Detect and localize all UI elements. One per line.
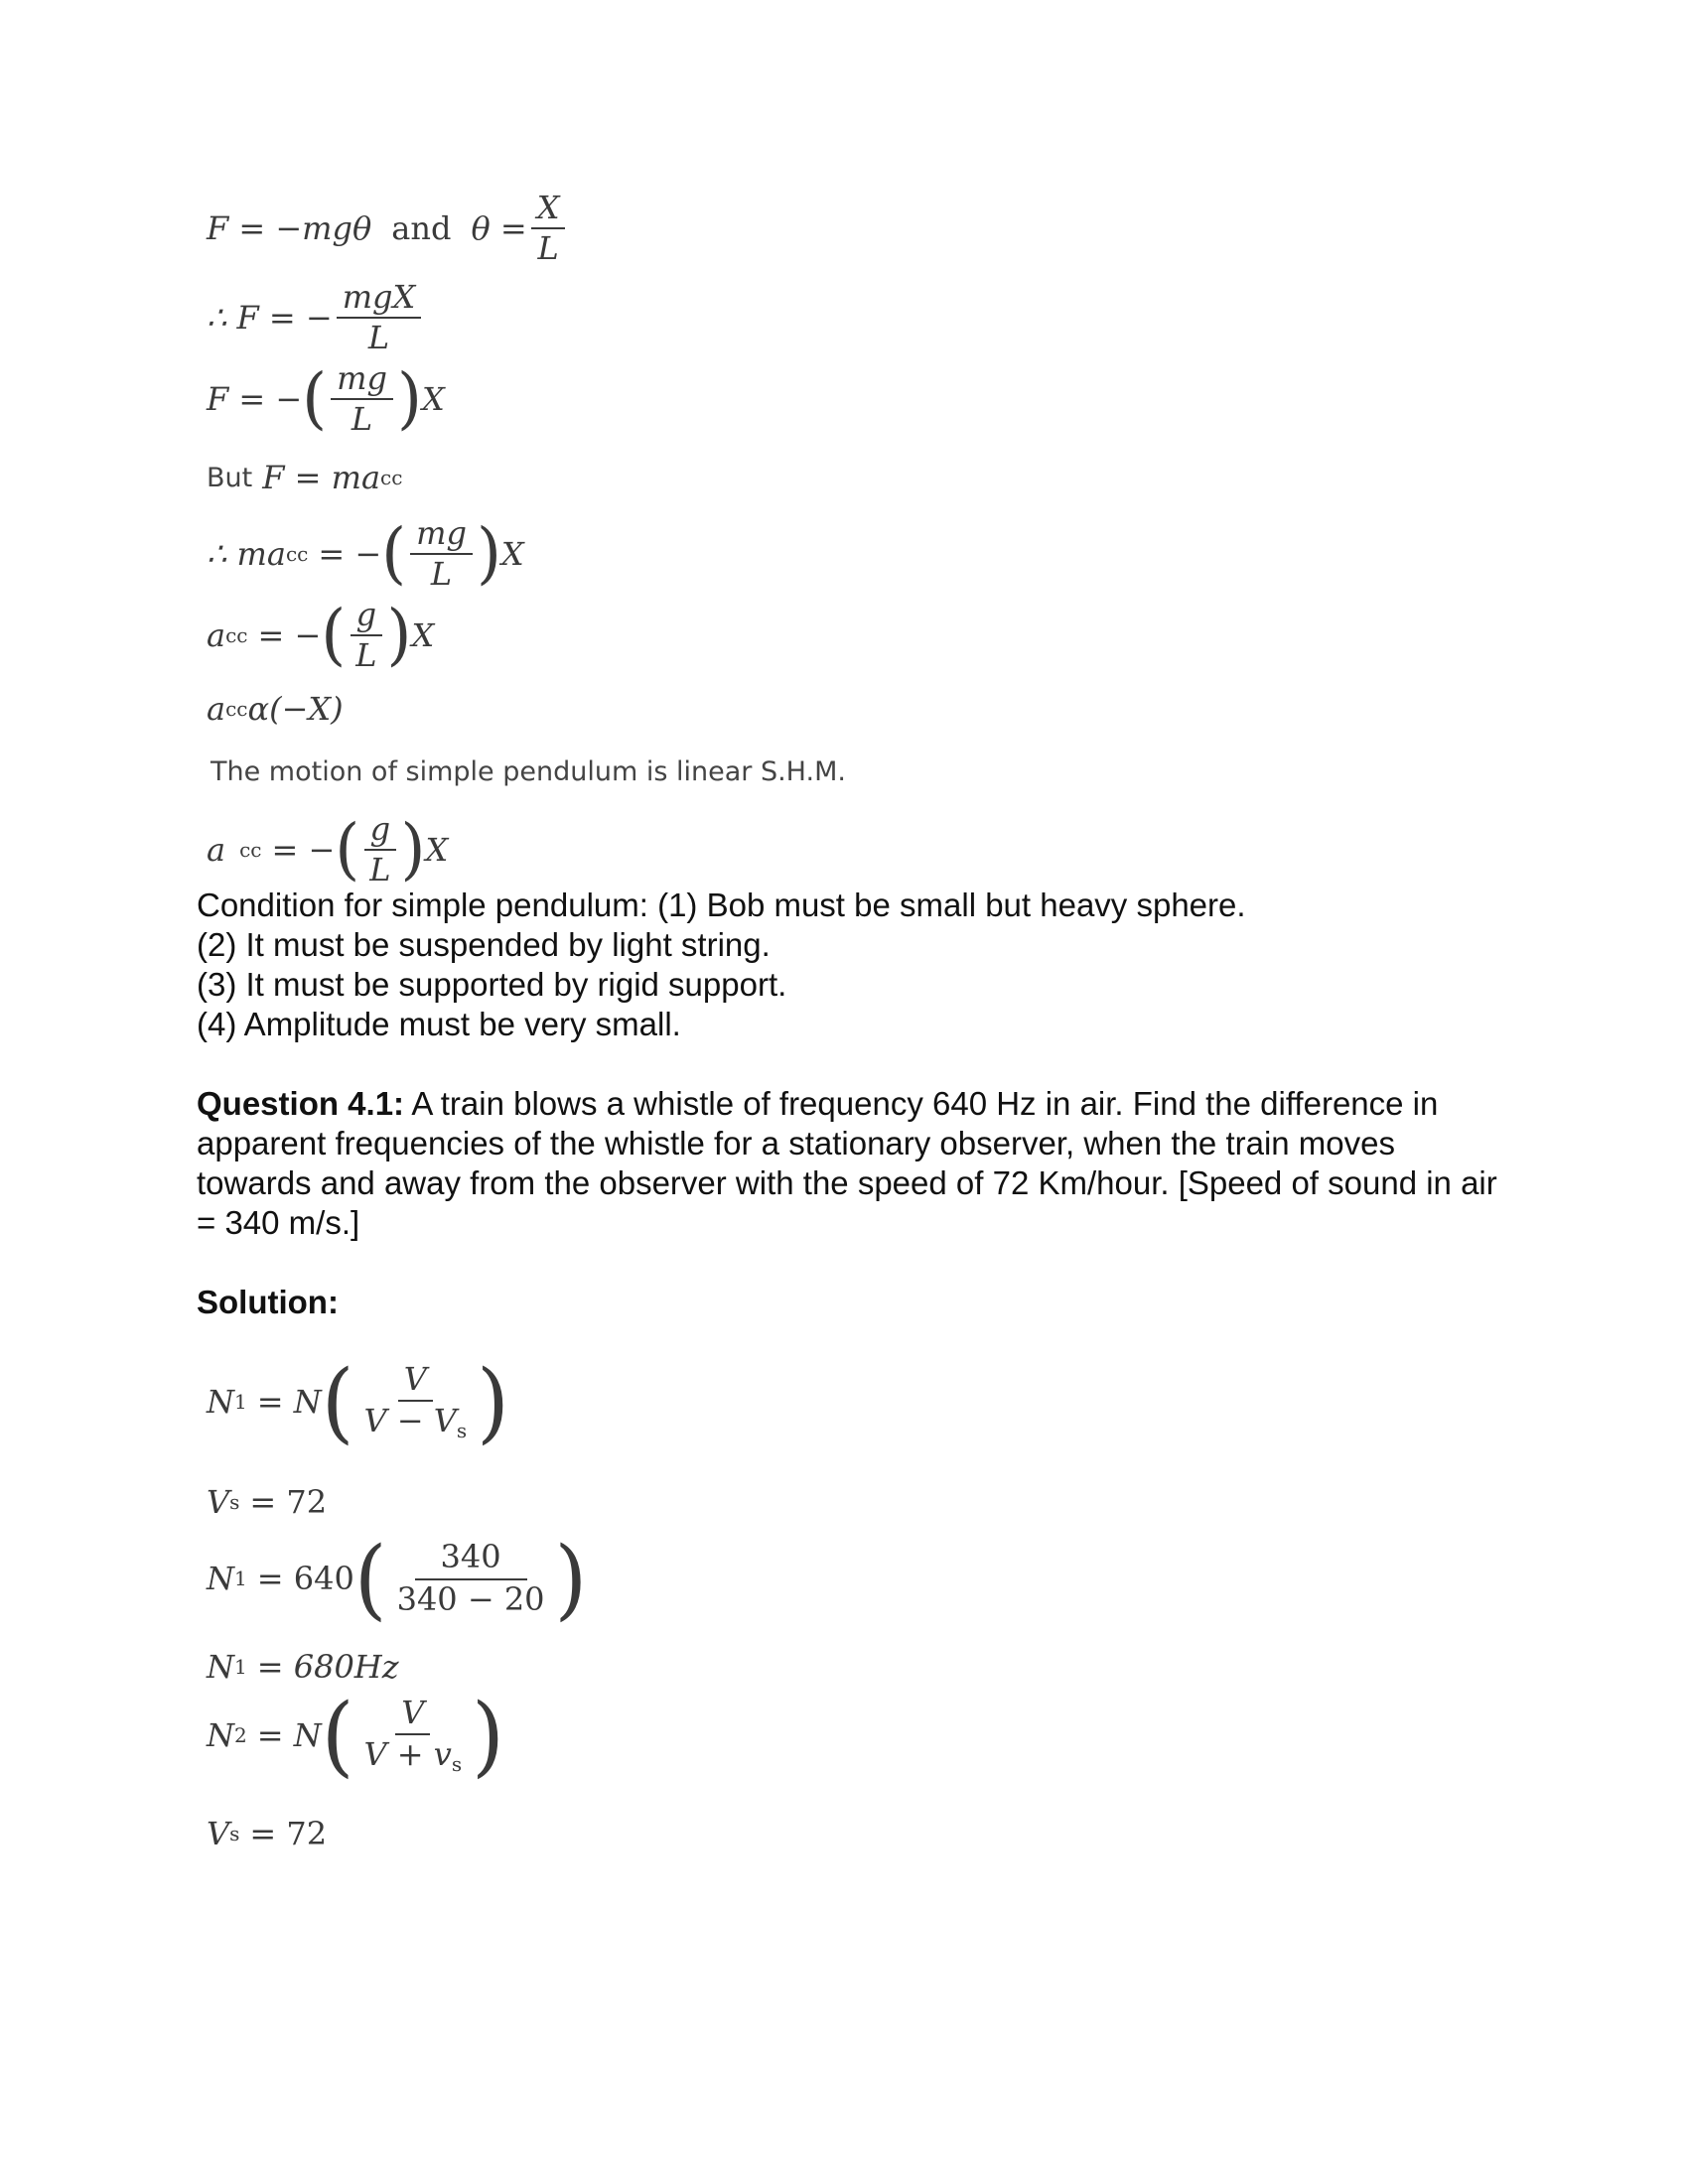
equation-text: X bbox=[421, 380, 445, 419]
equation-text: a bbox=[207, 831, 226, 870]
equation-force-substitution bbox=[207, 280, 425, 355]
fraction: $\frac{X}{L}$ bbox=[531, 191, 566, 266]
equation-n1-substituted: N 1 = 640 ( $\frac{340}{340 - 20}$ ) bbox=[207, 1527, 588, 1630]
but-word: But bbox=[207, 462, 253, 493]
equation-text: V bbox=[207, 1815, 230, 1852]
fraction: $\frac{g}{L}$ bbox=[350, 598, 382, 673]
equation-text: N bbox=[207, 1560, 234, 1597]
solution-label: Solution: bbox=[197, 1284, 339, 1320]
condition-line: (4) Amplitude must be very small. bbox=[197, 1006, 681, 1042]
question-text: A train blows a whistle of frequency 640 Hz in air. Find the difference in apparent frequencies of the whistle for a stationary observer, when the train moves towards and away from the observer with the speed of 72 Km/hour. [Speed of sound in air = 340 m/s.] bbox=[197, 1085, 1497, 1241]
equation-text: F = − bbox=[207, 380, 303, 419]
equation-force-angle bbox=[207, 191, 569, 266]
shm-note: The motion of simple pendulum is linear S.H.M. bbox=[211, 756, 846, 787]
and-word: and bbox=[391, 209, 452, 248]
equation-newton-second-law: But F = ma cc bbox=[207, 459, 403, 496]
equation-text: θ = bbox=[471, 209, 527, 248]
equation-text: N bbox=[207, 1716, 234, 1754]
fraction: $\frac{mg}{L}$ bbox=[410, 516, 473, 592]
conditions-list bbox=[197, 886, 1507, 1044]
equation-text: F = ma bbox=[262, 459, 381, 496]
equation-vs-value: V s = 72 bbox=[207, 1483, 328, 1521]
equation-text: N bbox=[207, 1383, 234, 1421]
equation-acceleration-mass: ∴ ma cc = − ( $\frac{mg}{L}$ ) X bbox=[207, 514, 524, 594]
equation-text: a bbox=[207, 690, 226, 728]
equation-text: V bbox=[207, 1483, 230, 1521]
equation-acceleration-repeat: a cc = − ( $\frac{g}{L}$ ) X bbox=[207, 810, 449, 889]
equation-force-grouped: F = − ( $\frac{mg}{L}$ ) X bbox=[207, 359, 445, 439]
condition-line: (2) It must be suspended by light string. bbox=[197, 926, 771, 963]
fraction: $\frac{\text{mgX}}{L}$ bbox=[337, 280, 422, 355]
question-label: Question 4.1: bbox=[197, 1085, 405, 1122]
equation-acceleration: a cc = − ( $\frac{g}{L}$ ) X bbox=[207, 596, 435, 675]
equation-text: ∴ ma bbox=[207, 535, 286, 574]
fraction: $\frac{V}{V - V_s}$ bbox=[363, 1360, 468, 1442]
fraction: $\frac{mg}{L}$ bbox=[331, 361, 393, 437]
condition-line: Condition for simple pendulum: (1) Bob must be small but heavy sphere. bbox=[197, 887, 1246, 923]
equation-n1-formula: N 1 = N ( $\frac{V}{V - V_s}$ ) bbox=[207, 1350, 509, 1453]
equation-n1-result: N 1 = 680Hz bbox=[207, 1648, 399, 1686]
fraction: $\frac{340}{340 - 20}$ bbox=[396, 1537, 545, 1618]
fraction: $\frac{V}{V + v_s}$ bbox=[363, 1694, 463, 1776]
condition-line: (3) It must be supported by rigid support. bbox=[197, 966, 787, 1003]
equation-text: ∴ F = − bbox=[207, 299, 333, 338]
fraction: $\frac{g}{L}$ bbox=[363, 812, 396, 887]
question-paragraph bbox=[197, 1084, 1507, 1243]
equation-text: a bbox=[207, 616, 226, 655]
equation-n2-formula: N 2 = N ( $\frac{V}{V + v_s}$ ) bbox=[207, 1684, 504, 1787]
equation-vs-value-repeat: V s = 72 bbox=[207, 1815, 328, 1852]
equation-proportionality: a cc α(−X) bbox=[207, 690, 344, 728]
equation-text: N bbox=[207, 1648, 234, 1686]
equation-text: F = −mgθ bbox=[207, 209, 372, 248]
